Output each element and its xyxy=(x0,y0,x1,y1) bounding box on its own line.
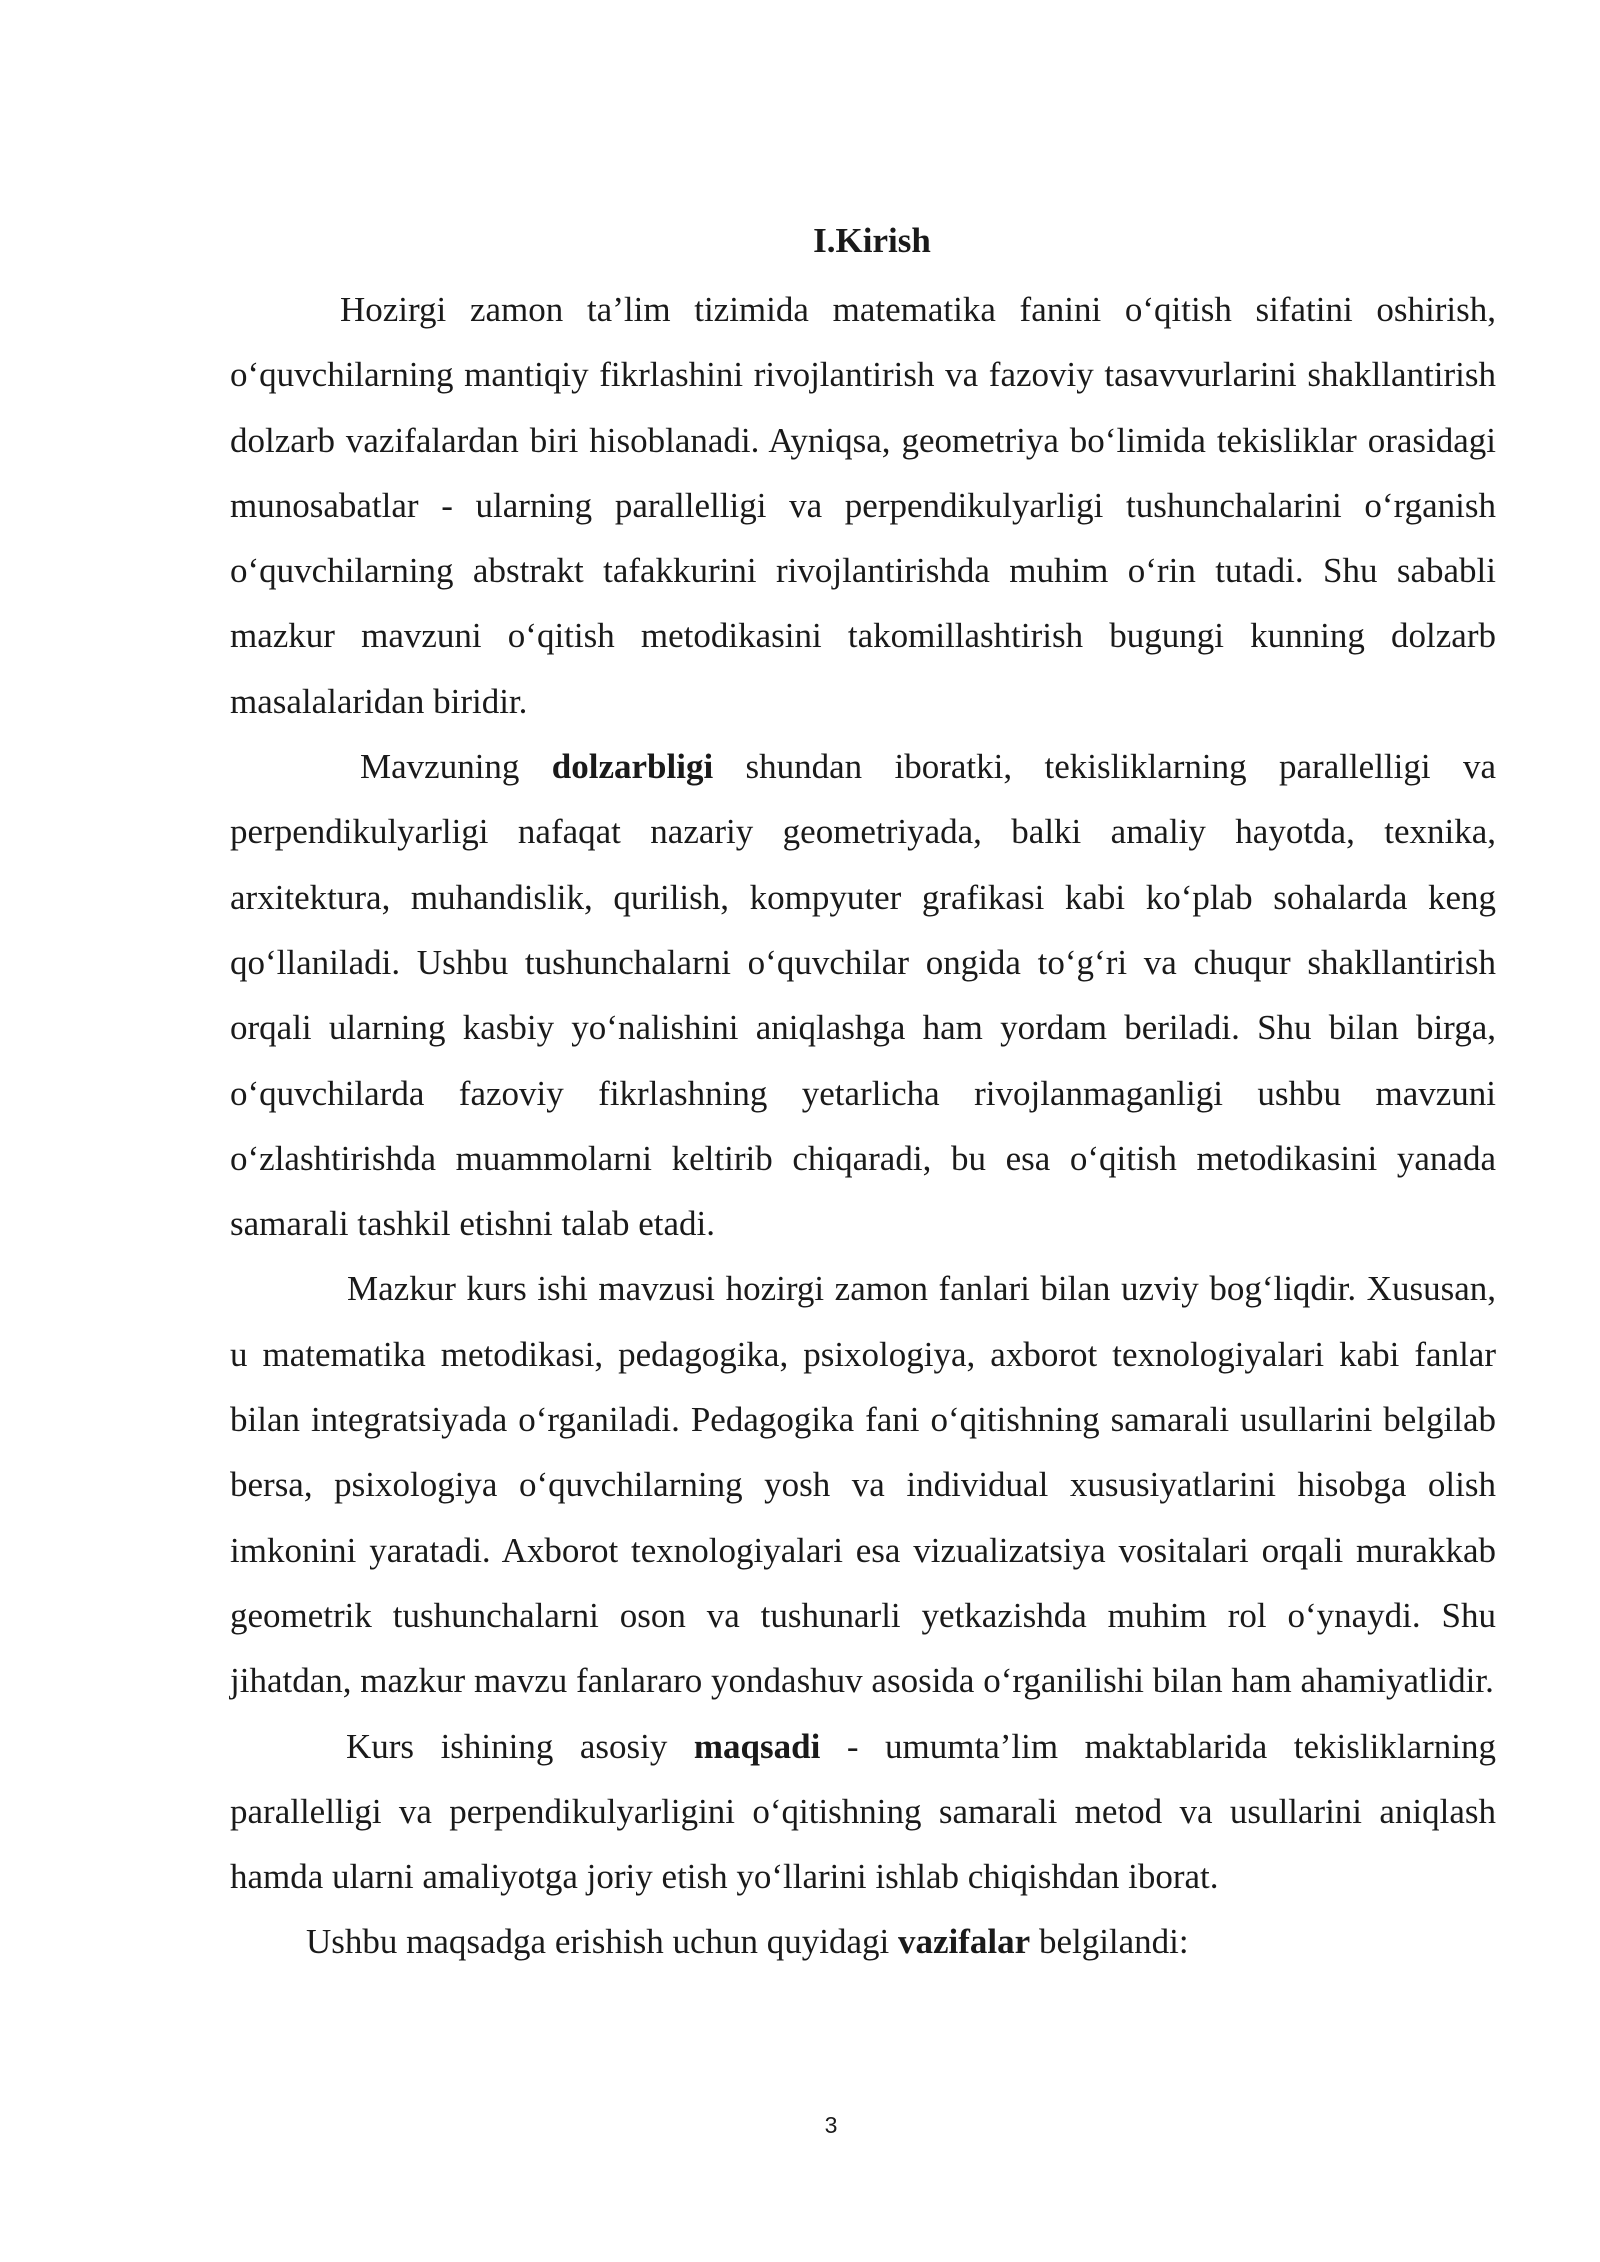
section-heading: I.Kirish xyxy=(813,221,931,260)
relevance-keyword: dolzarbligi xyxy=(551,747,714,787)
tasks-keyword: vazifalar xyxy=(898,1922,1031,1962)
page-number: 3 xyxy=(824,2112,838,2138)
tasks-intro-paragraph xyxy=(230,1909,1496,1974)
relevance-body-text: shundan iboratki, tekisliklarning parallelligi va perpendikulyarligi nafaqat nazariy geometriyada, balki amaliy hayotda, texnika, arxitektura, muhandislik, qurilish, kompyuter grafikasi kabi ko‘plab sohalarda keng qo‘llaniladi. Ushbu tushunchalarni o‘quvchilar ongida to‘g‘ri va chuqur shakllantirish orqali ularning kasbiy yo‘nalishini aniqlashga ham yordam beriladi. Shu bilan birga, o‘quvchilarda fazoviy fikrlashning yetarlicha rivojlanmaganligi ushbu mavzuni o‘zlashtirishda muammolarni keltirib chiqaradi, bu esa o‘qitish metodikasini yanada samarali tashkil etishni talab etadi. xyxy=(230,747,1496,1244)
relevance-lead-text: Mavzuning xyxy=(360,747,552,787)
intro-paragraph: Hozirgi zamon ta’lim tizimida matematika fanini o‘qitish sifatini oshirish, o‘quvchilarning mantiqiy fikrlashini rivojlantirish va fazoviy tasavvurlarini shakllantirish dolzarb vazifalardan biri hisoblanadi. Ayniqsa, geometriya bo‘limida tekisliklar orasidagi munosabatlar - ularning parallelligi va perpendikulyarligi tushunchalarini o‘rganish o‘quvchilarning abstrakt tafakkurini rivojlantirishda muhim o‘rin tutadi. Shu sababli mazkur mavzuni o‘qitish metodikasini takomillashtirish bugungi kunning dolzarb masalalaridan biridir. xyxy=(230,290,1496,721)
goal-keyword: maqsadi xyxy=(693,1726,821,1766)
tasks-lead-text: Ushbu maqsadga erishish uchun quyidagi xyxy=(306,1922,898,1962)
goal-body-text: - umumta’lim maktablarida tekisliklarning parallelligi va perpendikulyarligini o‘qitishning samarali metod va usullarini aniqlash hamda ularni amaliyotga joriy etish yo‘llarini ishlab chiqishdan iborat. xyxy=(230,1726,1496,1897)
goal-paragraph xyxy=(230,1714,1496,1910)
page-body xyxy=(230,212,1496,1975)
relevance-paragraph xyxy=(230,734,1496,1256)
tasks-tail-text: belgilandi: xyxy=(1030,1922,1189,1962)
interdisciplinary-paragraph: Mazkur kurs ishi mavzusi hozirgi zamon fanlari bilan uzviy bog‘liqdir. Xususan, u matematika metodikasi, pedagogika, psixologiya, axborot texnologiyalari kabi fanlar bilan integratsiyada o‘rganiladi. Pedagogika fani o‘qitishning samarali usullarini belgilab bersa, psixologiya o‘quvchilarning yosh va individual xususiyatlarini hisobga olish imkonini yaratadi. Axborot texnologiyalari esa vizualizatsiya vositalari orqali murakkab geometrik tushunchalarni oson va tushunarli yetkazishda muhim rol o‘ynaydi. Shu jihatdan, mazkur mavzu fanlararo yondashuv asosida o‘rganilishi bilan ham ahamiyatlidir. xyxy=(230,1269,1496,1701)
goal-lead-text: Kurs ishining asosiy xyxy=(346,1726,694,1766)
